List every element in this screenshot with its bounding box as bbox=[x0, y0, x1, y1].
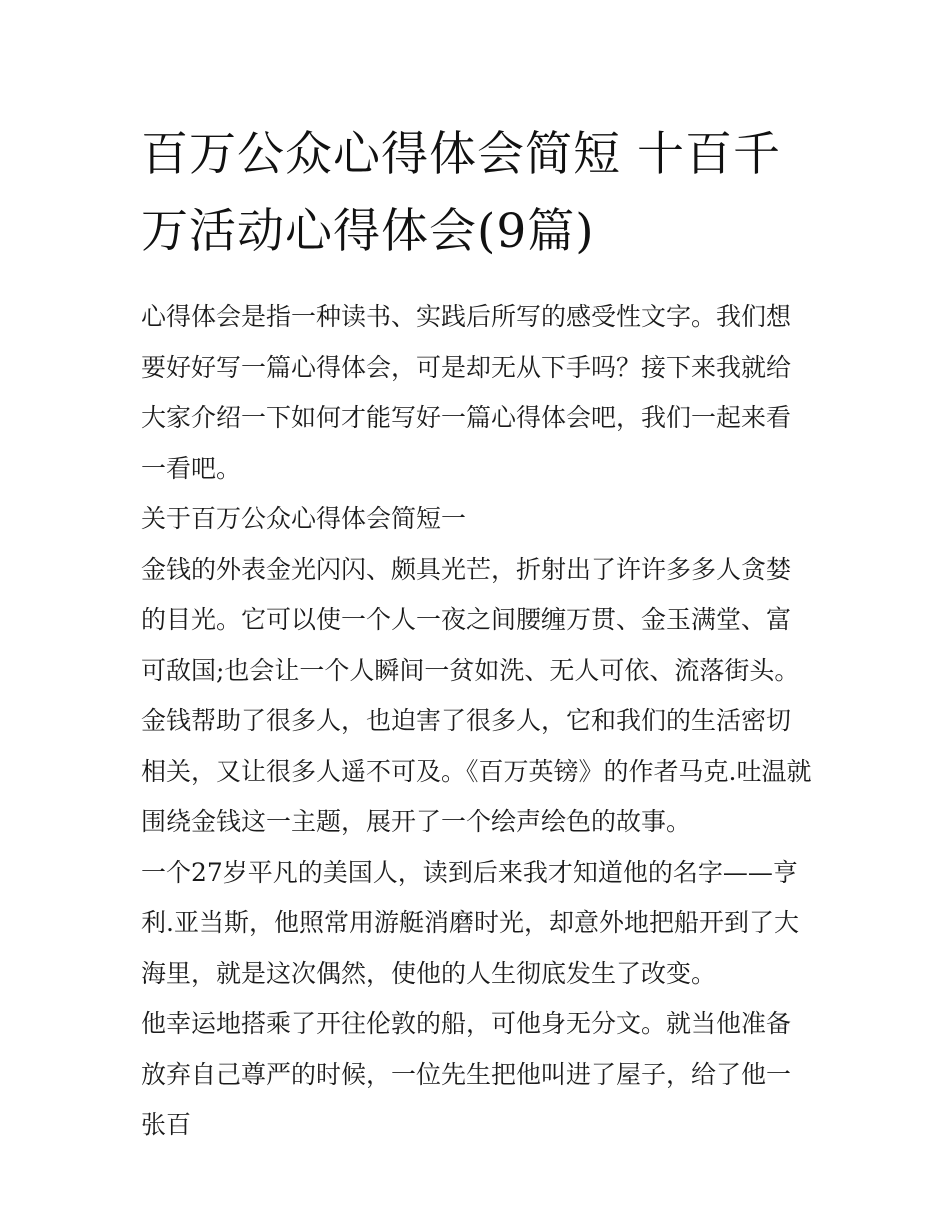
paragraph-body: 一个27岁平凡的美国人，读到后来我才知道他的名字——亨利.亚当斯，他照常用游艇消磨时光，却意外地把船开到了大海里，就是这次偶然，使他的人生彻底发生了改变。 bbox=[141, 857, 799, 988]
paragraph-body: 金钱的外表金光闪闪、颇具光芒，折射出了许许多多人贪婪的目光。它可以使一个人一夜之间腰缠万贯、金玉满堂、富可敌国;也会让一个人瞬间一贫如洗、无人可依、流落街头。金钱帮助了很多人，也迫害了很多人，它和我们的生活密切相关，又让很多人遥不可及。《百万英镑》的作者马克.吐温就围绕金钱这一主题，展开了一个绘声绘色的故事。 bbox=[141, 554, 812, 836]
paragraph-body: 他幸运地搭乘了开往伦敦的船，可他身无分文。就当他准备放弃自己尊严的时候，一位先生把他叫进了屋子，给了他一张百 bbox=[141, 1009, 792, 1139]
section-heading: 关于百万公众心得体会简短一 bbox=[141, 504, 467, 533]
document-body bbox=[141, 292, 813, 1151]
document-content bbox=[141, 116, 813, 1151]
document-title: 百万公众心得体会简短 十百千万活动心得体会(9篇) bbox=[141, 127, 781, 259]
paragraph-intro: 心得体会是指一种读书、实践后所写的感受性文字。我们想要好好写一篇心得体会，可是却无从下手吗？接下来我就给大家介绍一下如何才能写好一篇心得体会吧，我们一起来看一看吧。 bbox=[141, 302, 792, 483]
